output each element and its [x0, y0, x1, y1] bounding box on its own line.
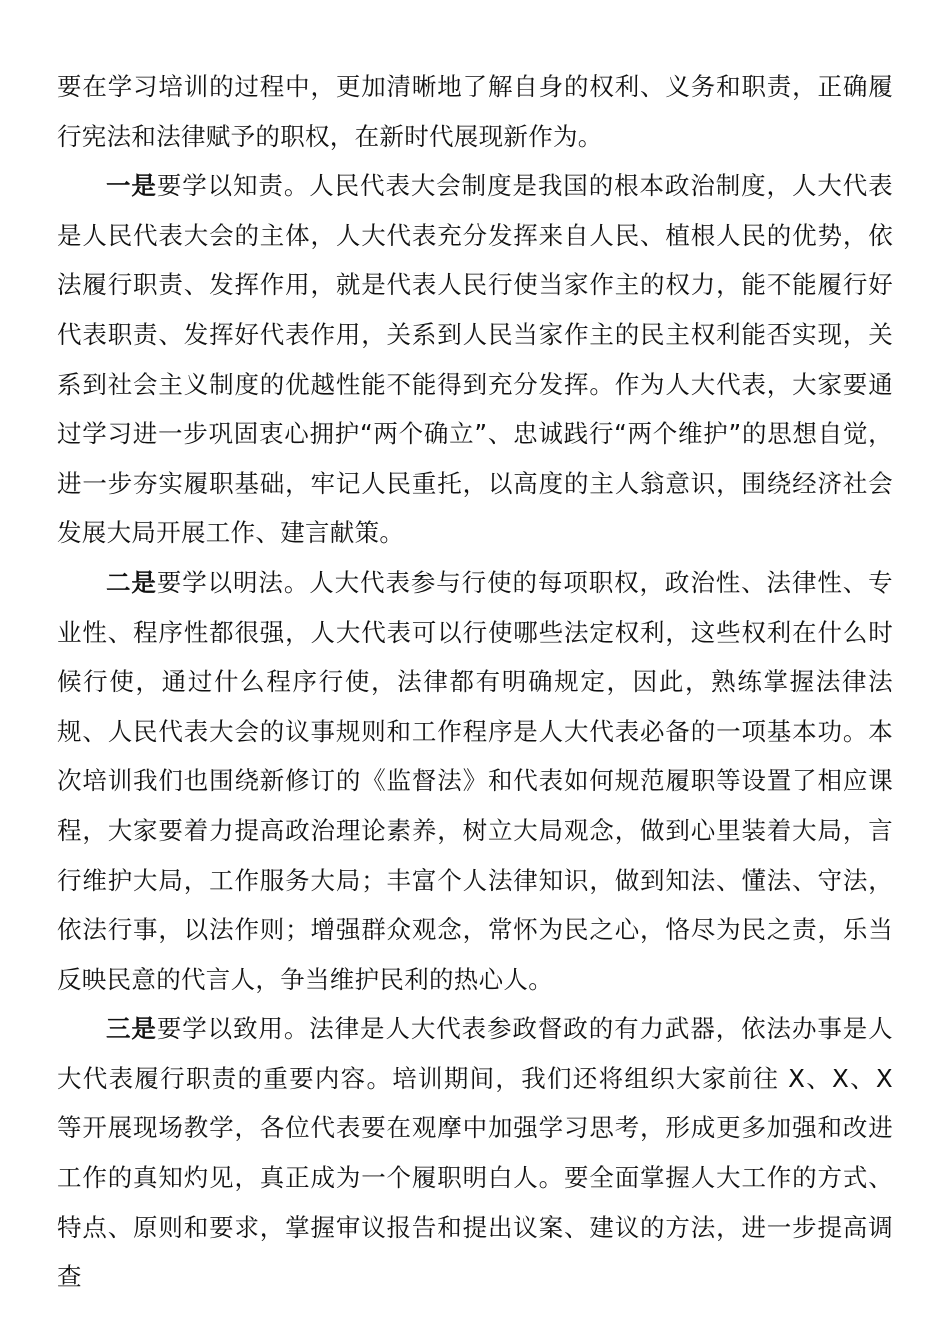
- paragraph-lead: 三是: [106, 1014, 157, 1044]
- document-page: [57, 62, 893, 1302]
- paragraph-text: 要学以致用。法律是人大代表参政督政的有力武器，依法办事是人大代表履行职责的重要内容。培训期间，我们还将组织大家前往 X、X、X 等开展现场教学，各位代表要在观摩中加强学习思考，形成更多加强和改进工作的真知灼见，真正成为一个履职明白人。要全面掌握人大工作的方式、特点、原则和要求，掌握审议报告和提出议案、建议的方法，进一步提高调查: [57, 1014, 893, 1292]
- paragraph-text: 要学以明法。人大代表参与行使的每项职权，政治性、法律性、专业性、程序性都很强，人大代表可以行使哪些法定权利，这些权利在什么时候行使，通过什么程序行使，法律都有明确规定，因此，熟练掌握法律法规、人民代表大会的议事规则和工作程序是人大代表必备的一项基本功。本次培训我们也围绕新修订的《监督法》和代表如何规范履职等设置了相应课程，大家要着力提高政治理论素养，树立大局观念，做到心里装着大局，言行维护大局，工作服务大局；丰富个人法律知识，做到知法、懂法、守法，依法行事，以法作则；增强群众观念，常怀为民之心，恪尽为民之责，乐当反映民意的代言人，争当维护民利的热心人。: [57, 567, 893, 994]
- paragraph-point-one: [57, 161, 893, 558]
- paragraph-intro: [57, 62, 893, 161]
- paragraph-text: 要在学习培训的过程中，更加清晰地了解自身的权利、义务和职责，正确履行宪法和法律赋予的职权，在新时代展现新作为。: [57, 72, 893, 151]
- paragraph-lead: 一是: [106, 171, 157, 201]
- paragraph-point-two: [57, 558, 893, 1004]
- paragraph-text: 要学以知责。人民代表大会制度是我国的根本政治制度，人大代表是人民代表大会的主体，人大代表充分发挥来自人民、植根人民的优势，依法履行职责、发挥作用，就是代表人民行使当家作主的权力，能不能履行好代表职责、发挥好代表作用，关系到人民当家作主的民主权利能否实现，关系到社会主义制度的优越性能不能得到充分发挥。作为人大代表，大家要通过学习进一步巩固衷心拥护“两个确立”、忠诚践行“两个维护”的思想自觉，进一步夯实履职基础，牢记人民重托，以高度的主人翁意识，围绕经济社会发展大局开展工作、建言献策。: [57, 171, 893, 548]
- paragraph-point-three: [57, 1004, 893, 1302]
- paragraph-lead: 二是: [106, 567, 157, 597]
